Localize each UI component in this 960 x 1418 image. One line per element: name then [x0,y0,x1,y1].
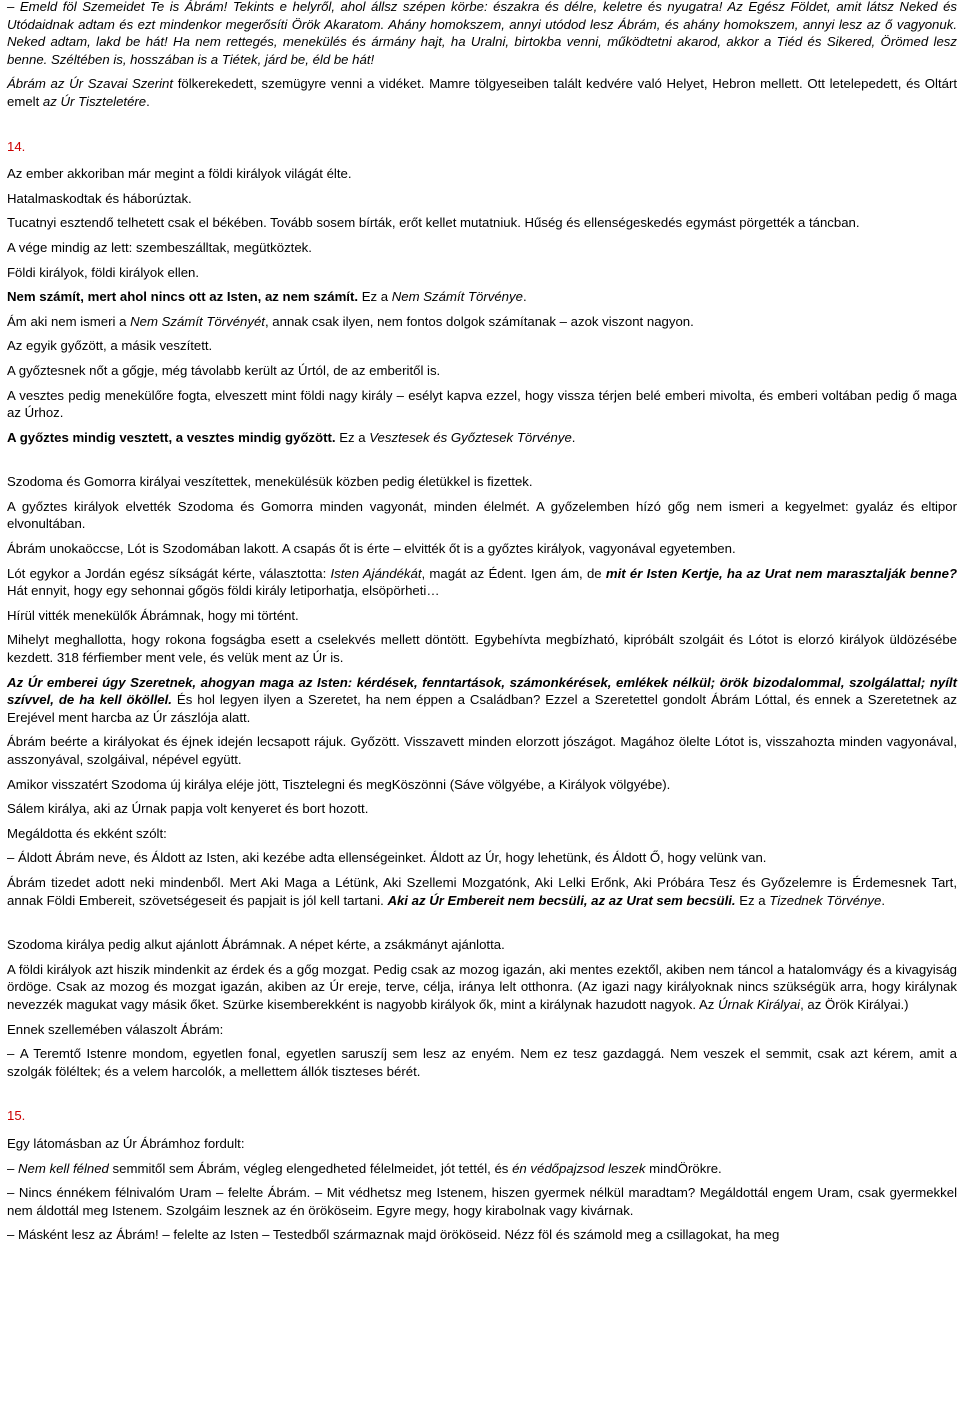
paragraph-abram-settles: Ábrám az Úr Szavai Szerint fölkerekedett, szemügyre venni a vidéket. Mamre tölgyeseiben talált kedvére való Helyet, Hebron mellett. Ott letelepedett, és Oltárt emelt az Úr Tiszteletére. [7,76,958,109]
spacer [7,1087,957,1107]
paragraph: Amikor visszatért Szodoma új királya eléje jött, Tisztelegni és megKöszönni (Sáve völgyébe, a Királyok völgyébe). [7,776,671,792]
document-body [7,0,957,1251]
paragraph-szeretet: Az Úr emberei úgy Szeretnek, ahogyan maga az Isten: kérdések, fenntartások, számonkérések, emlékek nélkül; örök bizodalommal, szolgálattal; nyílt szívvel, de ha kell ököllel. És hol legyen ilyen a Szeretet, ha nem éppen a Családban? Ezzel a Szeretettel gondolt Ábrám Lóttal, és ennek a Szeretetnek az Erejével ment harcba az Úr zászlója alatt. [7,674,957,725]
paragraph: Ábrám beérte a királyokat és éjnek idején lecsapott rájuk. Győzött. Visszavett minden elorzott jószágot. Magához ölelte Lótot is, visszahozta minden vagyonával, asszonyával, szolgáival, népével együtt. [7,734,957,767]
spacer [7,453,957,473]
paragraph: Az egyik győzött, a másik veszített. [7,338,213,354]
paragraph: Az ember akkoriban már megint a földi királyok világát élte. [7,166,352,182]
chapter-number-15: 15. [7,1108,26,1124]
paragraph: Ám aki nem ismeri a Nem Számít Törvényét, annak csak ilyen, nem fontos dolgok számítanak – azok viszont nagyon. [7,313,694,329]
paragraph: Egy látomásban az Úr Ábrámhoz fordult: [7,1135,245,1151]
paragraph: Ábrám unokaöccse, Lót is Szodomában lakott. A csapás őt is érte – elvitték őt is a győztes királyok, vagyonával egyetemben. [7,541,736,557]
chapter-number-14: 14. [7,138,26,154]
paragraph-vesztesek: A győztes mindig vesztett, a vesztes mindig győzött. Ez a Vesztesek és Győztesek Törvénye. [7,429,576,445]
spacer [7,118,957,138]
paragraph-kiralyok: A földi királyok azt hiszik mindenkit az érdek és a gőg mozgat. Pedig csak az mozog igazán, aki mentes ezektől, akiben nem táncol a hatalomvágy és a kivagyiság ördöge. Csak az mozog és mozgat igazán, akiben az Úr ereje, terve, célja, iránya lelt otthonra. (Az igazi nagy királyoknak nincs szükségük arra, hogy királynak nevezzék magukat vagy másik őket. Szürke kisemberekként is nagyobb királyok ők, mint a királynak hazudott nagyok. Az Úrnak Királyai, az Örök Királyai.) [7,961,957,1012]
paragraph: A vége mindig az lett: szembeszálltak, megütköztek. [7,239,312,255]
dialogue-line: – Másként lesz az Ábrám! – felelte az Isten – Testedből származnak majd örököseid. Nézz föl és számold meg a csillagokat, ha meg [7,1226,957,1244]
paragraph: Szodoma királya pedig alkut ajánlott Ábrámnak. A népet kérte, a zsákmányt ajánlotta. [7,937,505,953]
paragraph-nem-szamit: Nem számít, mert ahol nincs ott az Isten, az nem számít. Ez a Nem Számít Törvénye. [7,289,527,305]
spacer [7,916,957,936]
paragraph: Szodoma és Gomorra királyai veszítettek, menekülésük közben pedig életükkel is fizettek. [7,474,533,490]
paragraph: Sálem királya, aki az Úrnak papja volt kenyeret és bort hozott. [7,801,369,817]
dialogue-line: – A Teremtő Istenre mondom, egyetlen fonal, egyetlen saruszíj sem lesz az enyém. Nem ez tesz gazdaggá. Nem veszek el semmit, csak azt kérem, amit a szolgák föléltek; és a velem harcolók, a mellettem állók tiszteses bérét. [7,1045,957,1080]
paragraph: Hírül vitték menekülők Ábrámnak, hogy mi történt. [7,607,299,623]
dialogue-line: – Nincs énnékem félnivalóm Uram – felelte Ábrám. – Mit védhetsz meg Istenem, hiszen gyermek nélkül maradtam? Megáldottál engem Uram, csak gyermekkel nem áldottál meg Istenem. Szolgáim lesznek az én örököseim. Egyre megy, hogy kirabolnak vagy kivárnak. [7,1184,957,1219]
intro-blessing: – Emeld föl Szemeidet Te is Ábrám! Tekints e helyről, ahol állsz szépen körbe: északra és délre, keletre és nyugatra! Az Egész Földet, amit látsz Neked és Utódaidnak adtam és ezt mindenkor megerősíti Örök Akaratom. Ahány homokszem, annyi utódod lesz Ábrám, és ahány homokszem, annyi lesz az ő vagyonuk. Neked adtam, lakd be hát! Ha nem rettegés, menekülés és ármány hajt, ha Uralni, birtokba venni, működtetni akarod, akkor a Tiéd és Sikered, Örömed lesz benne. Széltében is, hosszában is a Tiétek, járd be, éld be hát! [7,0,957,67]
paragraph: A vesztes pedig menekülőre fogta, elveszett mint földi nagy király – esélyt kapva ezzel, hogy vissza térjen belé emberi mivolta, és emberi voltában pedig ő maga az Úrhoz. [7,387,957,421]
paragraph: Megáldotta és ekként szólt: [7,825,167,841]
dialogue-line: – Nem kell félned semmitől sem Ábrám, végleg elengedheted félelmeidet, jót tettél, és én védőpajzsod leszek mindÖrökre. [7,1160,957,1178]
paragraph: A győztesnek nőt a gőgje, még távolabb került az Úrtól, de az emberitől is. [7,362,441,378]
paragraph: Ennek szellemében válaszolt Ábrám: [7,1021,224,1037]
paragraph: A győztes királyok elvették Szodoma és Gomorra minden vagyonát, minden élelmét. A győzelemben hízó gőg nem ismeri a kegyelmet: gyaláz és eltipor elvonultában. [7,498,957,532]
paragraph-lot: Lót egykor a Jordán egész síkságát kérte, választotta: Isten Ajándékát, magát az Édent. Igen ám, de mit ér Isten Kertje, ha az Urat nem marasztalják benne? Hát ennyit, hogy egy sehonnai gőgös földi király letiporhatja, elsöpörheti… [7,565,957,599]
dialogue-line: – Áldott Ábrám neve, és Áldott az Isten, aki kezébe adta ellenségeinket. Áldott az Úr, hogy lehetünk, és Áldott Ő, hogy velünk van. [7,849,957,867]
paragraph: Tucatnyi esztendő telhetett csak el békében. Tovább sosem bírták, erőt kellet mutatniuk. Hűség és ellenségeskedés egymást pörgették a táncban. [7,215,860,231]
paragraph-tized: Ábrám tizedet adott neki mindenből. Mert Aki Maga a Létünk, Aki Szellemi Mozgatónk, Aki Lelki Erőnk, Aki Próbára Tesz és Győzelemre is Érdemesnek Tart, annak Földi Embereit, szövetségeseit és papjait is jól kell tartani. Aki az Úr Embereit nem becsüli, az az Urat sem becsüli. Ez a Tizednek Törvénye. [7,874,957,908]
paragraph: Mihelyt meghallotta, hogy rokona fogságba esett a cselekvés mellett döntött. Egybehívta megbízható, kipróbált szolgáit és Lótot is elorzó királyok üldözésébe kezdett. 318 férfiember ment vele, és velük ment az Úr is. [7,632,957,666]
paragraph: Hatalmaskodtak és háborúztak. [7,190,192,206]
paragraph: Földi királyok, földi királyok ellen. [7,264,200,280]
